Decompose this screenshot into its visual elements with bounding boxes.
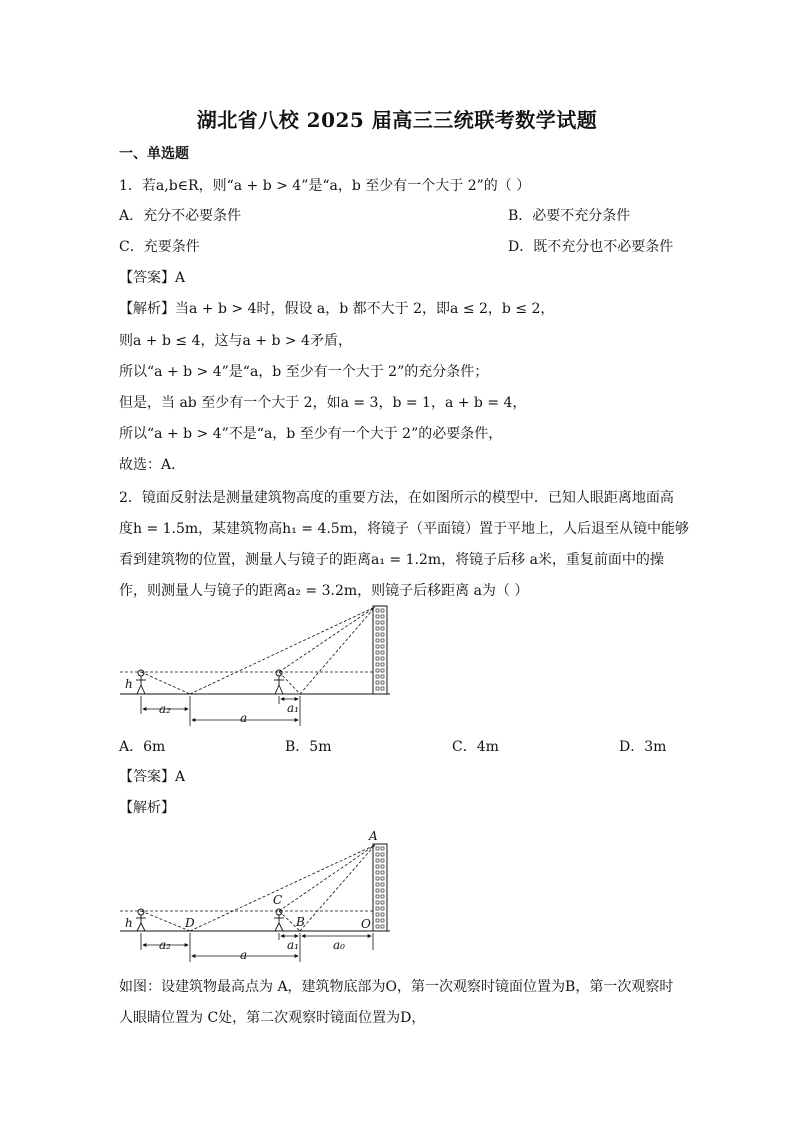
q1-option-c: C．充要条件 [119, 239, 200, 255]
q1-analysis-line: 则a + b ≤ 4，这与a + b > 4矛盾， [119, 333, 352, 349]
fig2-label-h: h [125, 916, 133, 930]
fig2-label-a: a [240, 948, 248, 962]
q2-figure-1 [115, 604, 395, 734]
q2-option-a: A．6m [119, 739, 166, 755]
q1-option-d: D．既不充分也不必要条件 [508, 239, 674, 255]
fig1-label-h: h [125, 677, 133, 691]
fig2-label-a0: a₀ [333, 938, 345, 952]
q2-conclusion-line: 人眼睛位置为 C处，第二次观察时镜面位置为D， [119, 1010, 426, 1026]
fig1-label-a1: a₁ [287, 701, 299, 715]
q1-analysis-line: 故选：A． [119, 457, 186, 473]
fig2-label-O: O [361, 917, 371, 931]
q2-answer: 【答案】A [119, 769, 186, 785]
q2-stem-line: 2．镜面反射法是测量建筑物高度的重要方法，在如图所示的模型中．已知人眼距离地面高 [119, 490, 674, 506]
q2-option-b: B．5m [285, 739, 332, 755]
q2-option-c: C．4m [452, 739, 499, 755]
q2-stem-line: 看到建筑物的位置，测量人与镜子的距离a₁ = 1.2m，将镜子后移 a米，重复前面中的操 [119, 552, 664, 568]
q1-stem: 1．若a,b∈R，则“a + b > 4”是“a，b 至少有一个大于 2”的（ ） [119, 178, 531, 194]
q2-conclusion-line: 如图：设建筑物最高点为 A，建筑物底部为O，第一次观察时镜面位置为B，第一次观察时 [119, 979, 674, 995]
q1-answer: 【答案】A [119, 270, 186, 286]
fig2-label-A: A [369, 829, 378, 843]
fig1-label-a2: a₂ [159, 702, 171, 716]
fig1-label-a: a [240, 711, 248, 725]
q1-analysis-line: 但是，当 ab 至少有一个大于 2，如a = 3，b = 1，a + b = 4， [119, 395, 527, 411]
fig2-label-D: D [185, 916, 195, 930]
q1-option-b: B．必要不充分条件 [508, 208, 631, 224]
fig2-label-C: C [273, 893, 283, 907]
fig2-label-B: B [296, 915, 305, 929]
fig2-label-a1: a₁ [287, 938, 299, 952]
q1-analysis-line: 【解析】当a + b > 4时，假设 a，b 都不大于 2，即a ≤ 2，b ≤ 2， [119, 301, 555, 317]
page-title: 湖北省八校 2025 届高三三统联考数学试题 [196, 108, 598, 132]
q2-analysis-label: 【解析】 [119, 800, 175, 816]
q2-option-d: D．3m [619, 739, 667, 755]
q2-stem-line: 度h = 1.5m，某建筑物高h₁ = 4.5m，将镜子（平面镜）置于平地上，人后退至从镜中能够 [119, 521, 689, 537]
q1-analysis-line: 所以“a + b > 4”是“a，b 至少有一个大于 2”的充分条件； [119, 364, 489, 380]
q1-analysis-line: 所以“a + b > 4”不是“a，b 至少有一个大于 2”的必要条件， [119, 426, 503, 442]
q2-stem-line: 作，则测量人与镜子的距离a₂ = 3.2m，则镜子后移距离 a为（ ） [119, 583, 529, 599]
section-heading: 一、单选题 [119, 146, 189, 162]
q2-figure-2 [115, 826, 395, 966]
fig2-label-a2: a₂ [159, 938, 171, 952]
q1-option-a: A．充分不必要条件 [119, 208, 242, 224]
